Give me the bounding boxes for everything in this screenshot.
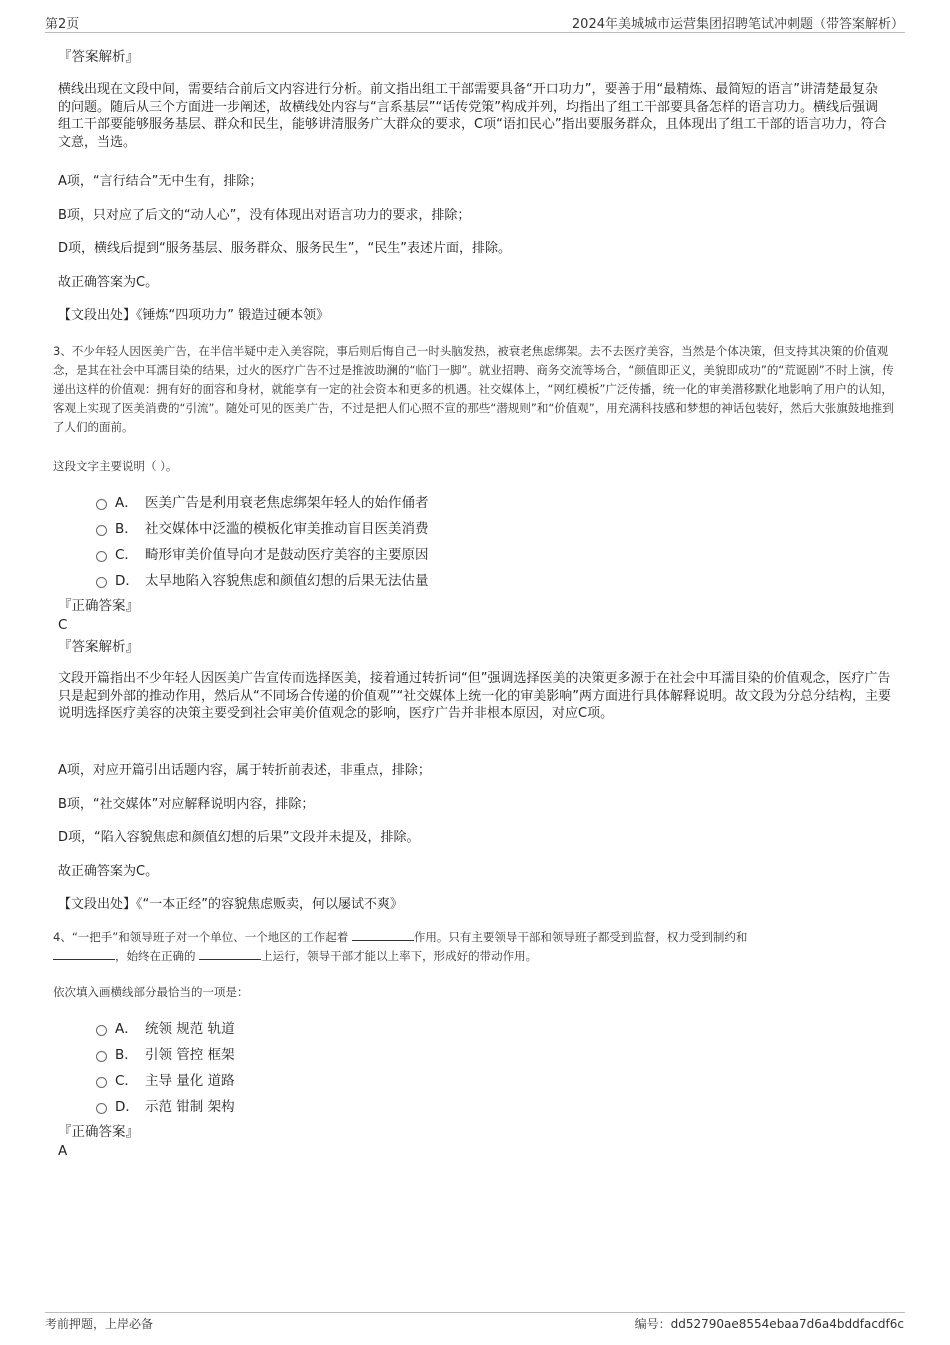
fill-blank-3[interactable] <box>199 948 261 960</box>
q3-analysis-text: 文段开篇指出不少年轻人因医美广告宣传而选择医美，接着通过转折词“但”强调选择医美的决策更多源于在社会中耳濡目染的价值观念，医疗广告只是起到外部的推动作用，然后从“不同场合传递的价值观”“社交媒体上统一化的审美影响”两方面进行具体解释说明。故文段为分总分结构，主要说明选择医疗美容的决策主要受到社会审美价值观念的影响，医疗广告并非根本原因，对应C项。 <box>58 671 891 721</box>
radio-button-icon[interactable] <box>96 551 107 562</box>
q4-answer: A <box>58 1143 68 1159</box>
option-text: 引领 管控 框架 <box>145 1047 235 1063</box>
q2-conclusion: 故正确答案为C。 <box>58 275 159 290</box>
q4-stem <box>53 928 898 966</box>
q4-question: 依次填入画横线部分最恰当的一项是： <box>53 985 249 999</box>
footer-divider <box>45 1312 905 1313</box>
q2-analysis-label: 『答案解析』 <box>58 49 139 65</box>
document-title: 2024年美城城市运营集团招聘笔试冲刺题（带答案解析） <box>571 17 904 32</box>
q3-option-b[interactable] <box>96 516 429 538</box>
option-letter: D． <box>115 1099 139 1115</box>
radio-button-icon[interactable] <box>96 1103 107 1114</box>
q3-note-a: A项，对应开篇引出话题内容，属于转折前表述，非重点，排除； <box>58 763 431 778</box>
q3-note-b: B项，“社交媒体”对应解释说明内容，排除； <box>58 797 315 812</box>
q3-source: 【文段出处】《“一本正经”的容貌焦虑贩卖，何以屡试不爽》 <box>58 897 403 912</box>
option-text: 社交媒体中泛滥的模板化审美推动盲目医美消费 <box>145 521 429 537</box>
option-letter: B． <box>115 1047 138 1063</box>
document-id: 编号：dd52790ae8554ebaa7d6a4bddfacdf6c <box>634 1317 904 1331</box>
footer-slogan: 考前押题，上岸必备 <box>45 1317 154 1331</box>
radio-button-icon[interactable] <box>96 499 107 510</box>
fill-blank-2[interactable] <box>53 948 115 960</box>
q3-question: 这段文字主要说明（ ）。 <box>53 459 178 473</box>
q2-analysis-text: 横线出现在文段中间，需要结合前后文内容进行分析。前文指出组工干部需要具备“开口功力”，要善于用“最精炼、最简短的语言”讲清楚最复杂的问题。随后从三个方面进一步阐述，故横线处内容与“言系基层”“话传党策”构成并列，均指出了组工干部要具备怎样的语言功力。横线后强调组工干部要能够服务基层、群众和民生，能够讲清服务广大群众的要求，C项“语扣民心”指出要服务群众，且体现出了组工干部的语言功力，符合文意，当选。 <box>58 82 887 150</box>
radio-button-icon[interactable] <box>96 1025 107 1036</box>
radio-button-icon[interactable] <box>96 525 107 536</box>
option-letter: C． <box>115 547 138 563</box>
q4-stem-part-4: 上运行，领导干部才能以上率下，形成好的带动作用。 <box>261 949 538 963</box>
q3-option-a[interactable] <box>96 490 429 512</box>
option-text: 太早地陷入容貌焦虑和颜值幻想的后果无法估量 <box>145 573 429 589</box>
q4-option-c[interactable] <box>96 1068 235 1090</box>
q4-option-b[interactable] <box>96 1042 235 1064</box>
q4-stem-part-1: 4、“一把手”和领导班子对一个单位、一个地区的工作起着 <box>53 930 349 944</box>
q4-stem-part-2: 作用。只有主要领导干部和领导班子都受到监督，权力受到制约和 <box>413 930 748 944</box>
q3-analysis-label: 『答案解析』 <box>58 639 139 655</box>
radio-button-icon[interactable] <box>96 577 107 588</box>
q4-option-a[interactable] <box>96 1016 235 1038</box>
option-text: 统领 规范 轨道 <box>145 1021 235 1037</box>
q4-option-d[interactable] <box>96 1094 235 1116</box>
radio-button-icon[interactable] <box>96 1077 107 1088</box>
option-letter: C． <box>115 1073 138 1089</box>
q3-note-d: D项，“陷入容貌焦虑和颜值幻想的后果”文段并未提及，排除。 <box>58 830 420 845</box>
q2-note-b: B项，只对应了后文的“动人心”，没有体现出对语言功力的要求，排除； <box>58 208 471 223</box>
option-letter: A． <box>115 1021 138 1037</box>
q3-stem: 3、不少年轻人因医美广告，在半信半疑中走入美容院，事后则后悔自己一时头脑发热，被衰老焦虑绑架。去不去医疗美容，当然是个体决策，但支持其决策的价值观念，是其在社会中耳濡目染的结果，过火的医疗广告不过是推波助澜的“临门一脚”。就业招聘、商务交流等场合，“颜值即正义，美貌即成功”的“荒诞剧”不时上演，传递出这样的价值观：拥有好的面容和身材，就能享有一定的社会资本和更多的机遇。社交媒体上，“网红模板”广泛传播，统一化的审美潜移默化地影响了用户的认知，客观上实现了医美消费的“引流”。随处可见的医美广告，不过是把人们心照不宣的那些“潜规则”和“价值观”，用充满科技感和梦想的神话包装好，然后大张旗鼓地推到了人们的面前。 <box>53 344 894 434</box>
q4-stem-part-3: ，始终在正确的 <box>115 949 196 963</box>
q3-answer-label: 『正确答案』 <box>58 598 139 614</box>
option-letter: A． <box>115 495 138 511</box>
q3-answer: C <box>58 617 68 633</box>
option-letter: B． <box>115 521 138 537</box>
q3-conclusion: 故正确答案为C。 <box>58 864 159 879</box>
q2-source: 【文段出处】《锤炼“四项功力” 锻造过硬本领》 <box>58 308 330 323</box>
q2-note-a: A项，“言行结合”无中生有，排除； <box>58 174 263 189</box>
radio-button-icon[interactable] <box>96 1051 107 1062</box>
header-divider <box>45 32 905 33</box>
page-number: 第2页 <box>45 17 80 32</box>
option-text: 畸形审美价值导向才是鼓动医疗美容的主要原因 <box>145 547 429 563</box>
q3-option-d[interactable] <box>96 568 429 590</box>
fill-blank-1[interactable] <box>352 929 414 941</box>
q2-note-d: D项，横线后提到“服务基层、服务群众、服务民生”，“民生”表述片面，排除。 <box>58 241 511 256</box>
q3-option-c[interactable] <box>96 542 429 564</box>
option-text: 主导 量化 道路 <box>145 1073 235 1089</box>
option-text: 示范 钳制 架构 <box>145 1099 235 1115</box>
q4-answer-label: 『正确答案』 <box>58 1124 139 1140</box>
option-text: 医美广告是利用衰老焦虑绑架年轻人的始作俑者 <box>145 495 429 511</box>
option-letter: D． <box>115 573 139 589</box>
